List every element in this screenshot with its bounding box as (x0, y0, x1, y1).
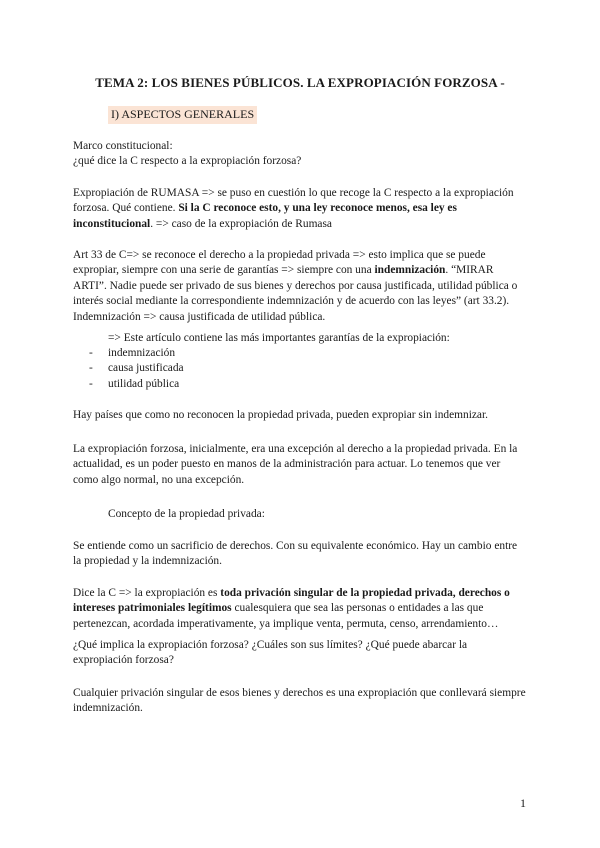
paragraph-marco-line2: ¿qué dice la C respecto a la expropiación forzosa? (73, 155, 302, 168)
list-item-label: indemnización (108, 347, 176, 359)
subheading-concepto: Concepto de la propiedad privada: (108, 508, 265, 520)
paragraph-rumasa-text1: Expropiación de RUMASA => se puso en cuestión lo que recoge la C respecto a la expropiación forzosa. Qué contiene. (73, 187, 514, 215)
paragraph-definicion-text1: Dice la C => la expropiación es (73, 587, 221, 599)
paragraph-art33 (73, 248, 528, 325)
paragraph-sacrificio: Se entiende como un sacrificio de derechos. Con su equivalente económico. Hay un cambio entre la propiedad y la indemnización. (73, 540, 518, 568)
list-item-label: utilidad pública (108, 377, 180, 390)
list-item: - indemnización (89, 347, 176, 359)
paragraph-art33-bold: indemnización (374, 264, 446, 277)
paragraph-rumasa-text2: . => caso de la expropiación de Rumasa (150, 217, 332, 230)
paragraph-excepcion: La expropiación forzosa, inicialmente, era una excepción al derecho a la propiedad privada. En la actualidad, es un poder puesto en manos de la administración para actuar. Lo tenemos que ver como algo normal, no una excepción. (73, 443, 518, 486)
paragraph-definicion-text2: cualesquiera que sea las personas o entidades a las que pertenezcan, acordada imperativamente, ya implique venta, permuta, censo, arrendamiento… (73, 602, 499, 630)
list-item-label: causa justificada (108, 362, 184, 375)
page-number: 1 (520, 796, 526, 810)
document-title: TEMA 2: LOS BIENES PÚBLICOS. LA EXPROPIACIÓN FORZOSA - (95, 75, 505, 90)
art33-note: => Este artículo contiene las más importantes garantías de la expropiación: (108, 332, 450, 344)
guarantees-list (89, 346, 184, 392)
paragraph-privacion: Cualquier privación singular de esos bienes y derechos es una expropiación que conllevará siempre indemnización. (73, 687, 526, 715)
paragraph-paises: Hay países que como no reconocen la propiedad privada, pueden expropiar sin indemnizar. (73, 409, 488, 421)
paragraph-rumasa-bold: Si la C reconoce esto, y una ley reconoce menos, esa ley es inconstitucional (73, 202, 457, 230)
paragraph-marco (73, 139, 528, 170)
paragraph-preguntas: ¿Qué implica la expropiación forzosa? ¿Cuáles son sus límites? ¿Qué puede abarcar la expropiación forzosa? (73, 639, 468, 667)
paragraph-art33-text2: . “MIRAR ARTI”. Nadie puede ser privado de sus bienes y derechos por causa justificada, utilidad pública o interés social mediante la correspondiente indemnización y de acuerdo con las leyes” (art 33.2). Indemnización => causa justificada de utilidad pública. (73, 264, 518, 323)
paragraph-rumasa (73, 186, 528, 232)
section-heading: I) ASPECTOS GENERALES (108, 106, 257, 124)
list-item: - causa justificada (89, 362, 184, 375)
paragraph-definicion-bold: toda privación singular de la propiedad privada, derechos o intereses patrimoniales legítimos (73, 587, 510, 615)
paragraph-definicion (73, 586, 528, 632)
paragraph-art33-text1: Art 33 de C=> se reconoce el derecho a la propiedad privada => esto implica que se puede expropiar, siempre con una serie de garantías => siempre con una (73, 249, 486, 277)
paragraph-marco-line1: Marco constitucional: (73, 140, 173, 152)
list-item: - utilidad pública (89, 377, 180, 390)
